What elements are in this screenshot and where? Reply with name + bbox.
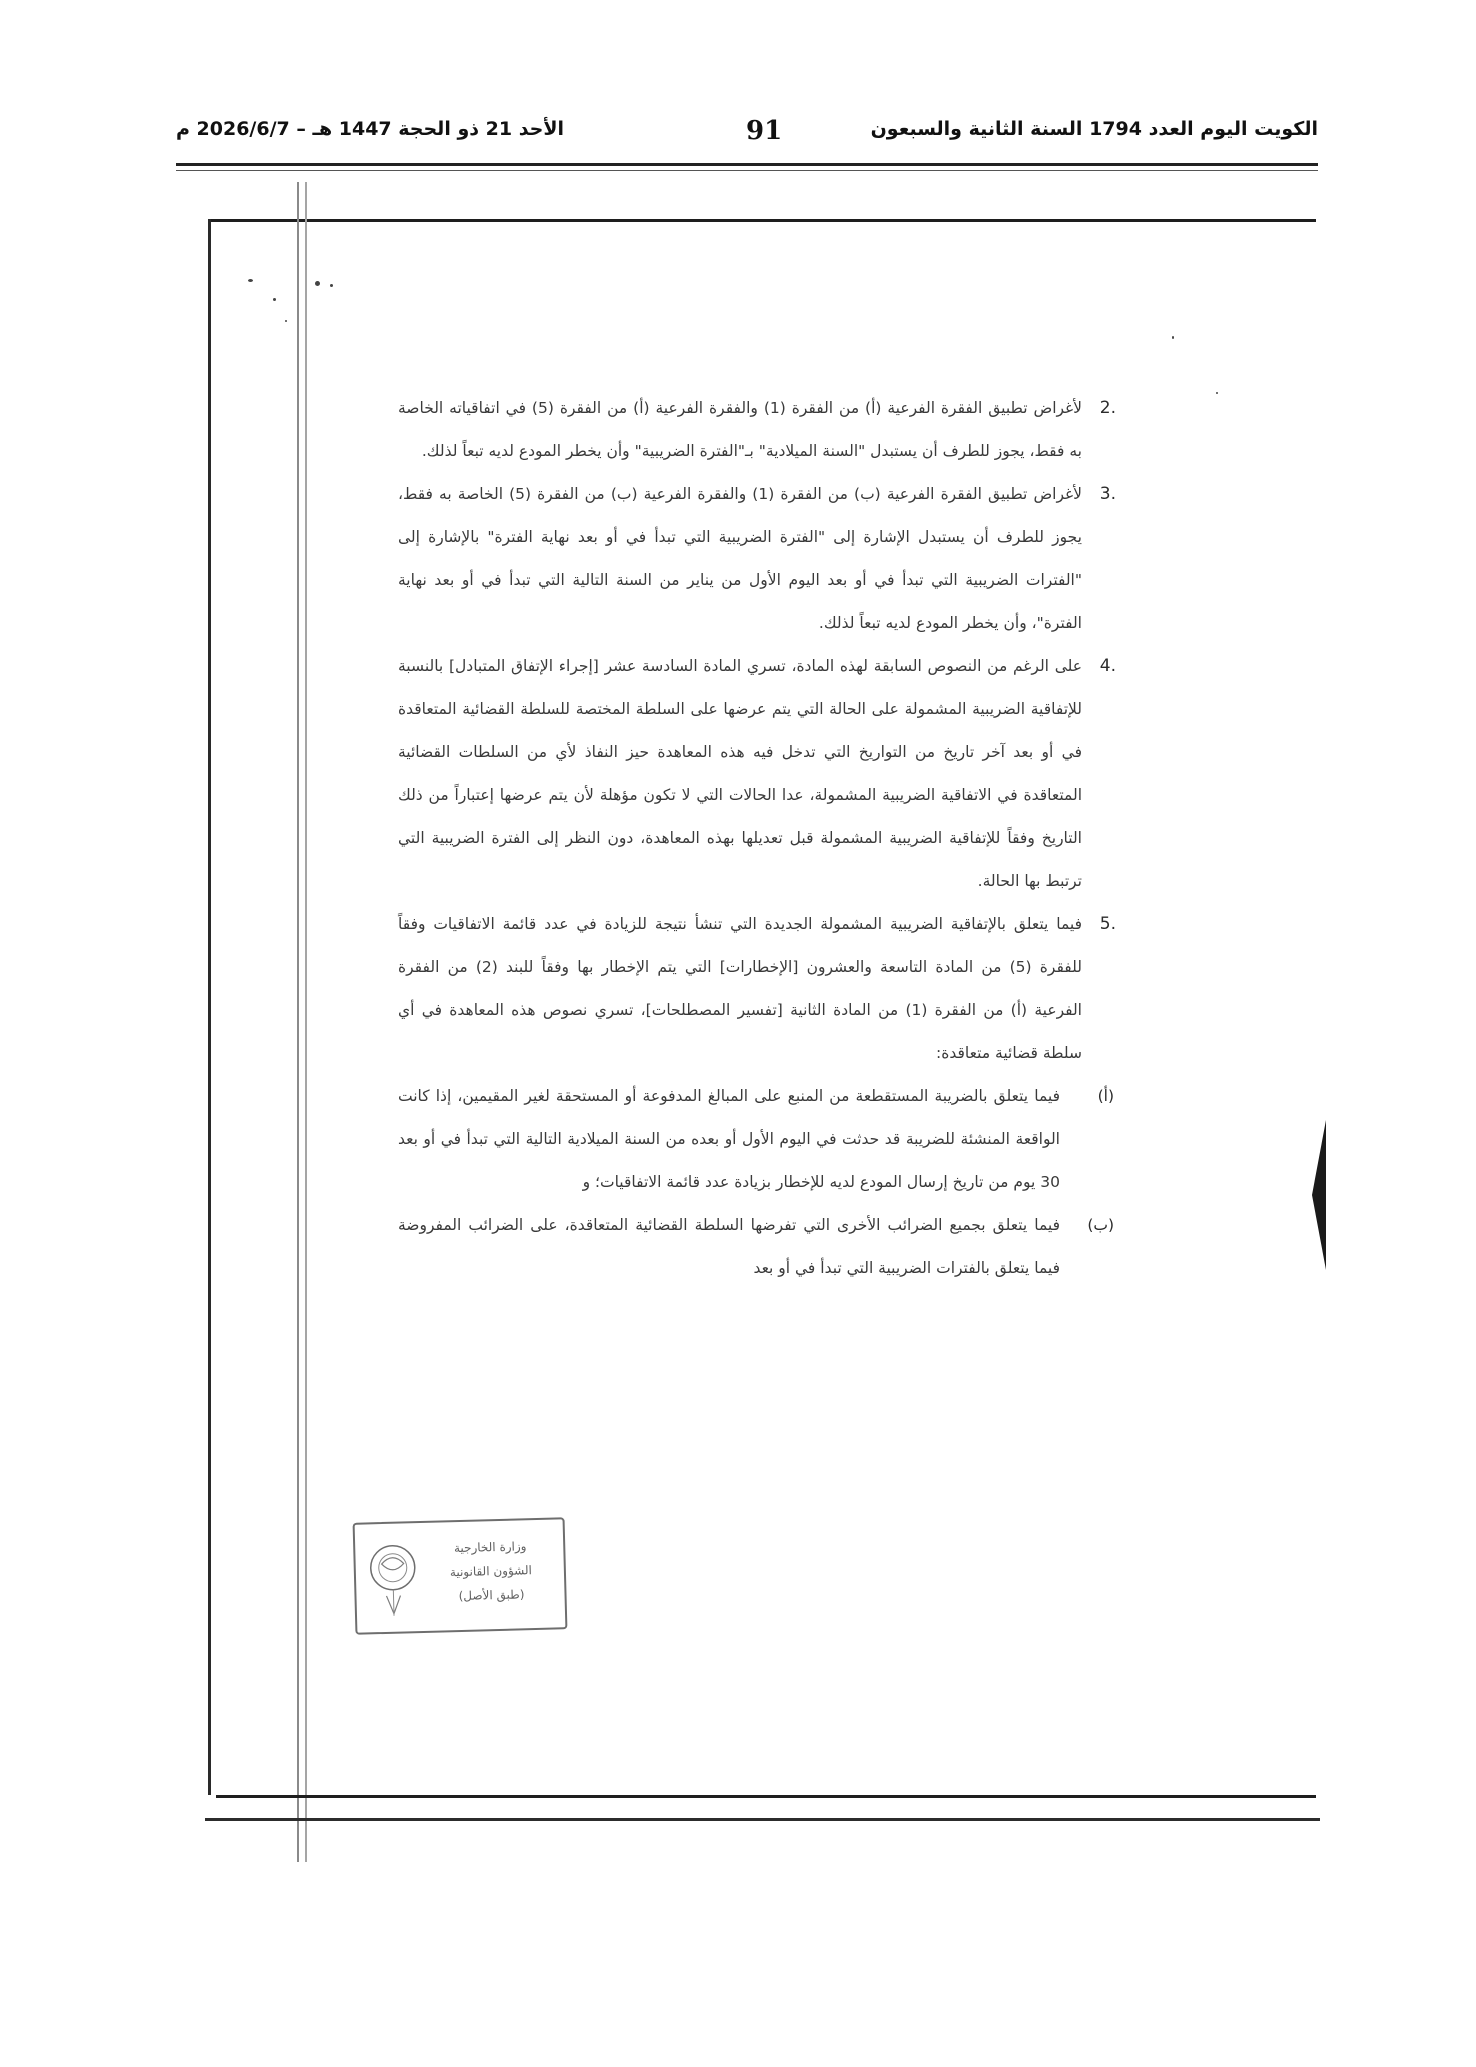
stamp-line: وزارة الخارجية bbox=[453, 1539, 527, 1556]
header-rule-thick bbox=[176, 163, 1318, 166]
scan-binding-line bbox=[297, 182, 299, 1862]
scan-frame-bottom bbox=[216, 1795, 1316, 1798]
paragraph-3 bbox=[398, 473, 1116, 645]
stamp-line: الشؤون القانونية bbox=[449, 1563, 533, 1580]
ministry-emblem-icon bbox=[363, 1533, 423, 1622]
paragraph-4 bbox=[398, 645, 1116, 903]
paragraph-text: فيما يتعلق بالإتفاقية الضريبية المشمولة الجديدة التي تنشأ نتيجة للزيادة في عدد قائمة الاتفاقيات وفقاً للفقرة (5) من المادة التاسعة والعشرون [الإخطارات] التي يتم الإخطار بها وفقاً للبند (2) من الفقرة الفرعية (أ) من الفقرة (1) من المادة الثانية [تفسير المصطلحات]، تسري نصوص هذه المعاهدة في أي سلطة قضائية متعاقدة: bbox=[398, 915, 1082, 1062]
header-date: الأحد 21 ذو الحجة 1447 هـ – 2026/6/7 م bbox=[176, 118, 565, 140]
scan-frame-left bbox=[208, 219, 211, 1795]
subparagraph-text: فيما يتعلق بالضريبة المستقطعة من المنبع على المبالغ المدفوعة أو المستحقة لغير المقيمين، إذا كانت الواقعة المنشئة للضريبة قد حدثت في اليوم الأول أو بعده من السنة الميلادية التالية التي تبدأ في أو بعد 30 يوم من تاريخ إرسال المودع لديه للإخطار بزيادة عدد قائمة الاتفاقيات؛ و bbox=[398, 1087, 1060, 1191]
paragraph-text: لأغراض تطبيق الفقرة الفرعية (ب) من الفقرة (1) والفقرة الفرعية (ب) من الفقرة (5) الخاصة به فقط، يجوز للطرف أن يستبدل الإشارة إلى "الفترة الضريبية التي تبدأ في أو بعد نهاية الفترة" بالإشارة إلى "الفترات الضريبية التي تبدأ في أو بعد اليوم الأول من يناير من السنة التالية التي تبدأ في أو بعد نهاية الفترة"، وأن يخطر المودع لديه تبعاً لذلك. bbox=[398, 485, 1082, 632]
paragraph-text: على الرغم من النصوص السابقة لهذه المادة، تسري المادة السادسة عشر [إجراء الإتفاق المتبادل] بالنسبة للإتفاقية الضريبية المشمولة على الحالة التي يتم عرضها على السلطة المختصة للسلطة القضائية المتعاقدة في أو بعد آخر تاريخ من التواريخ التي تدخل فيه هذه المعاهدة حيز النفاذ لأي من السلطات القضائية المتعاقدة في الاتفاقية الضريبية المشمولة، عدا الحالات التي لا تكون مؤهلة لأن يتم عرضها إعتباراً من ذلك التاريخ وفقاً للإتفاقية الضريبية المشمولة قبل تعديلها بهذه المعاهدة، دون النظر إلى الفترة الضريبية التي ترتبط بها الحالة. bbox=[398, 657, 1082, 890]
scan-binding-line bbox=[305, 182, 307, 1862]
scan-frame-top bbox=[208, 219, 1316, 222]
document-body bbox=[398, 387, 1116, 1290]
paragraph-text: لأغراض تطبيق الفقرة الفرعية (أ) من الفقرة (1) والفقرة الفرعية (أ) من الفقرة (5) في اتفاقياته الخاصة به فقط، يجوز للطرف أن يستبدل "السنة الميلادية" بـ"الفترة الضريبية" وأن يخطر المودع لديه تبعاً لذلك. bbox=[398, 399, 1082, 460]
paragraph-number: .3 bbox=[1099, 484, 1116, 504]
paragraph-number: .4 bbox=[1099, 656, 1116, 676]
paragraph-5 bbox=[398, 903, 1116, 1075]
gazette-header bbox=[176, 118, 1318, 158]
scan-speck bbox=[285, 320, 287, 322]
header-issue-info: الكويت اليوم العدد 1794 السنة الثانية والسبعون bbox=[870, 118, 1318, 140]
scan-speck bbox=[273, 298, 276, 301]
scan-speck bbox=[1172, 336, 1174, 339]
paragraph-2 bbox=[398, 387, 1116, 473]
header-rule-thin bbox=[176, 170, 1318, 171]
subparagraph-b bbox=[398, 1204, 1116, 1290]
scan-edge-mark bbox=[1312, 1120, 1326, 1270]
certification-stamp bbox=[353, 1517, 568, 1635]
stamp-line: (طبق الأصل) bbox=[458, 1587, 525, 1604]
stamp-text bbox=[425, 1534, 557, 1609]
scan-frame-bottom bbox=[205, 1818, 1320, 1821]
scan-speck bbox=[330, 284, 333, 287]
scan-speck bbox=[248, 279, 253, 282]
scan-speck bbox=[1216, 392, 1218, 394]
paragraph-number: .2 bbox=[1099, 398, 1116, 418]
paragraph-number: .5 bbox=[1099, 914, 1116, 934]
subparagraph-a bbox=[398, 1075, 1116, 1204]
subparagraph-label: (ب) bbox=[1087, 1216, 1114, 1234]
scan-speck bbox=[315, 281, 320, 286]
subparagraph-label: (أ) bbox=[1097, 1087, 1114, 1105]
page-number: 91 bbox=[746, 116, 783, 146]
subparagraph-text: فيما يتعلق بجميع الضرائب الأخرى التي تفرضها السلطة القضائية المتعاقدة، على الضرائب المفروضة فيما يتعلق بالفترات الضريبية التي تبدأ في أو بعد bbox=[398, 1216, 1060, 1277]
